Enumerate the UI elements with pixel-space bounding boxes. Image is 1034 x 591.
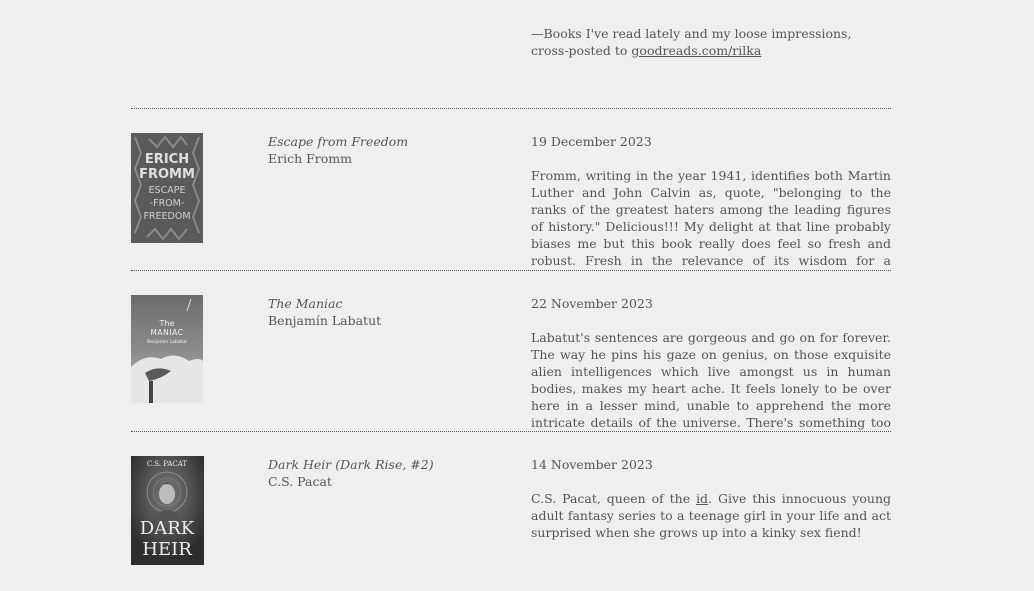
book-review [531, 295, 891, 431]
review-date: 14 November 2023 [531, 457, 653, 472]
dark-heir-cover-image [131, 456, 204, 565]
book-title[interactable]: The Maniac [268, 296, 343, 311]
book-meta [268, 133, 518, 167]
cover-text: C.S. PACAT [146, 460, 188, 468]
the-maniac-cover-image [131, 295, 203, 403]
book-entry [131, 133, 891, 269]
divider [131, 270, 891, 271]
review-date: 19 December 2023 [531, 134, 652, 149]
divider [131, 108, 891, 109]
book-author: Benjamín Labatut [268, 313, 382, 328]
intro-description: —Books I've read lately and my loose impressions, cross-posted to [531, 26, 852, 58]
book-review [531, 133, 891, 269]
book-cover[interactable] [131, 456, 204, 565]
book-title[interactable]: Dark Heir (Dark Rise, #2) [268, 457, 434, 472]
book-cover[interactable] [131, 295, 203, 405]
goodreads-link[interactable]: goodreads.com/rilka [631, 43, 762, 58]
book-meta [268, 295, 518, 329]
book-author: Erich Fromm [268, 151, 353, 166]
cover-text: FREEDOM [143, 211, 191, 222]
book-review [531, 456, 891, 541]
book-meta [268, 456, 518, 490]
book-title[interactable]: Escape from Freedom [268, 134, 409, 149]
id-link[interactable]: id [696, 491, 709, 506]
review-text-part: . Give this innocuous young adult fantasy series to a teenage girl in your life and act surprised when she grows up into a kinky sex fiend! [531, 491, 891, 540]
review-text: Fromm, writing in the year 1941, identifies both Martin Luther and John Calvin as, quote, "belonging to the ranks of the greatest haters among the leading figures of history." Delicious!!! My delight at that line probably biases me but this book really does feel so fresh and robust. Fresh in the relevance of its wisdom for a [531, 168, 891, 268]
review-text: Labatut's sentences are gorgeous and go on for forever. The way he pins his gaze on genius, on those exquisite alien intelligences which live amongst us in human bodies, makes my heart ache. It feels lonely to be over here in a lesser mind, unable to apprehend the more intricate details of the universe. There's something too [531, 330, 891, 430]
review-text [531, 490, 891, 541]
divider [131, 431, 891, 432]
cover-text: DARK [139, 518, 195, 539]
review-date: 22 November 2023 [531, 296, 653, 311]
review-text-part: C.S. Pacat, queen of the [531, 491, 697, 506]
intro-text [531, 25, 891, 59]
cover-text: -FROM- [149, 198, 185, 209]
cover-text: HEIR [142, 539, 192, 560]
book-author: C.S. Pacat [268, 474, 332, 489]
cover-text: FROMM [139, 167, 195, 182]
cover-text: ESCAPE [148, 185, 186, 196]
cover-text: The [159, 319, 175, 328]
book-cover[interactable] [131, 133, 203, 243]
escape-from-freedom-cover-image [131, 133, 203, 243]
book-entry [131, 295, 891, 431]
cover-text: MANIAC [150, 328, 184, 337]
book-entry [131, 456, 891, 591]
cover-text: Benjamín Labatut [147, 340, 187, 345]
cover-text: ERICH [144, 152, 190, 167]
